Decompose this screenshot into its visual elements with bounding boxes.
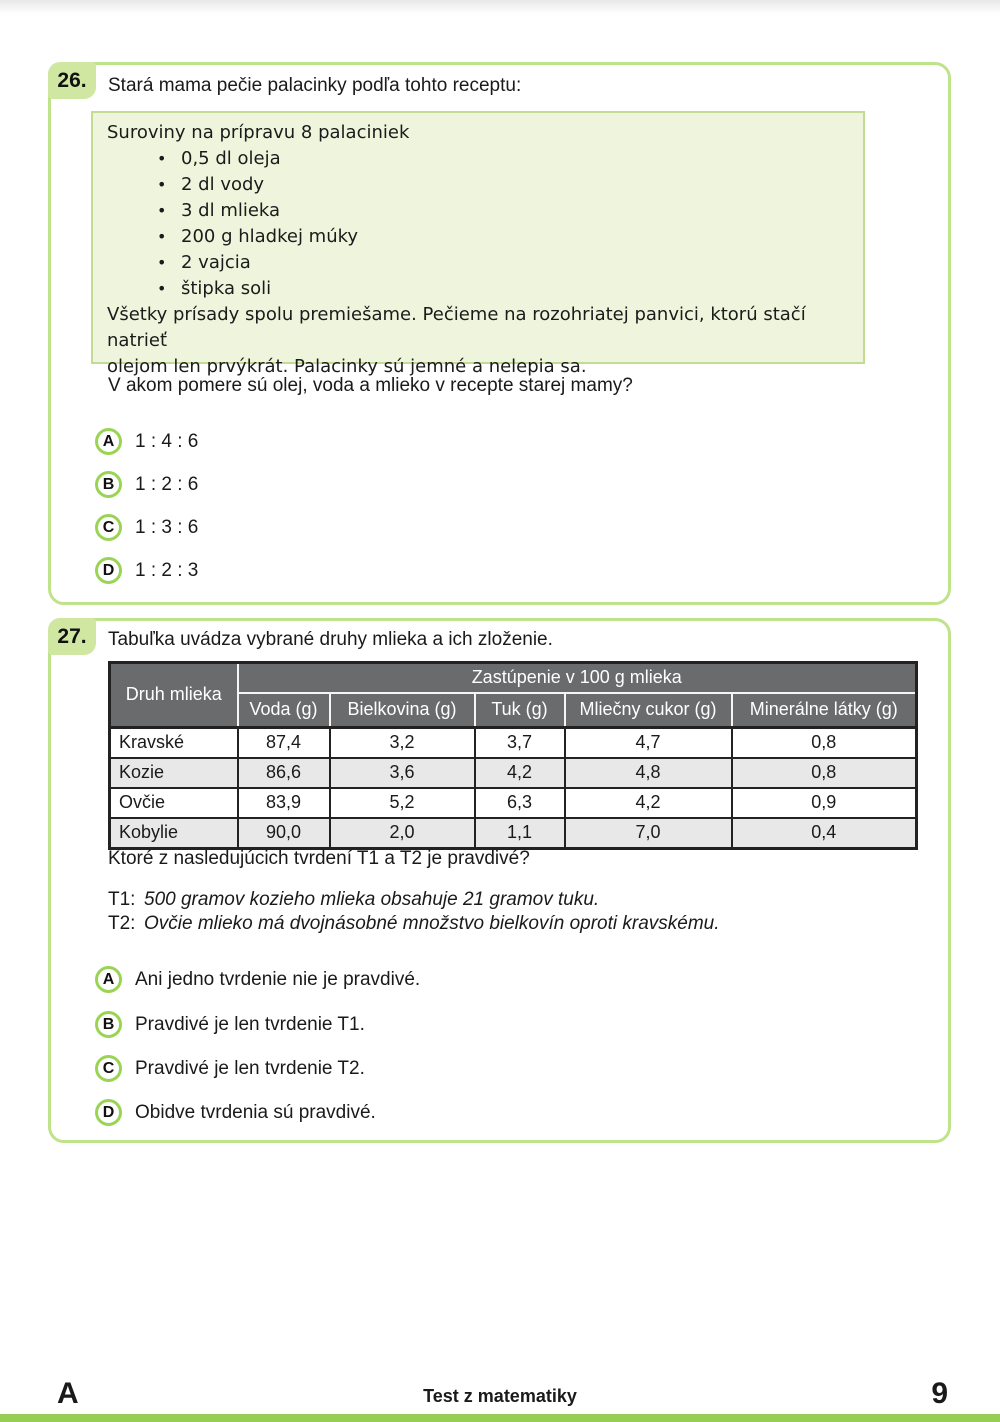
cell: 4,2 [565,788,732,818]
option-row-b [95,1011,365,1038]
column-header: Voda (g) [238,693,330,728]
cell: 0,4 [732,818,917,849]
option-circle-b: B [95,471,122,498]
bullet-icon: • [157,253,167,272]
column-header: Minerálne látky (g) [732,693,917,728]
recipe-item [107,250,849,276]
recipe-item-text: 200 g hladkej múky [181,226,359,247]
option-text: Pravdivé je len tvrdenie T2. [135,1057,365,1079]
cell-milk-type: Kravské [110,727,238,758]
cell: 4,2 [475,758,565,788]
recipe-note: olejom len prvýkrát. Palacinky sú jemné a nelepia sa. [107,356,587,377]
recipe-item-text: 0,5 dl oleja [181,148,281,169]
cell: 3,2 [330,727,475,758]
column-header: Mliečny cukor (g) [565,693,732,728]
recipe-item [107,224,849,250]
statement-t2 [108,913,720,935]
recipe-item-text: 2 vajcia [181,252,251,273]
cell: 0,8 [732,727,917,758]
page-top-shadow [0,0,1000,14]
footer-page-number: 9 [931,1377,948,1410]
cell: 3,6 [330,758,475,788]
milk-composition-table [108,661,918,850]
question-27-prompt: Tabuľka uvádza vybrané druhy mlieka a ich zloženie. [108,629,553,650]
cell: 0,9 [732,788,917,818]
table-row [110,818,917,849]
cell: 86,6 [238,758,330,788]
statement-t1-text: 500 gramov kozieho mlieka obsahuje 21 gramov tuku. [144,889,600,910]
table-span-header: Zastúpenie v 100 g mlieka [238,663,917,693]
option-row-c [95,1055,365,1082]
option-row-d [95,557,198,584]
option-text: 1 : 4 : 6 [135,430,199,452]
option-circle-d: D [95,1099,122,1126]
option-circle-a: A [95,428,122,455]
cell-milk-type: Kozie [110,758,238,788]
option-row-b [95,471,198,498]
cell: 90,0 [238,818,330,849]
column-header: Bielkovina (g) [330,693,475,728]
question-26-number: 26. [48,62,96,99]
footer-form-code: A [57,1377,79,1410]
question-27-question: Ktoré z nasledujúcich tvrdení T1 a T2 je pravdivé? [108,848,530,869]
bullet-icon: • [157,175,167,194]
recipe-item-text: 2 dl vody [181,174,265,195]
question-26-box [48,62,951,605]
table-row [110,788,917,818]
option-circle-b: B [95,1011,122,1038]
cell: 5,2 [330,788,475,818]
statement-t2-label: T2: [108,913,136,934]
cell: 83,9 [238,788,330,818]
cell: 0,8 [732,758,917,788]
option-circle-c: C [95,1055,122,1082]
recipe-card [91,111,865,377]
statement-t1-label: T1: [108,889,136,910]
cell: 7,0 [565,818,732,849]
cell-milk-type: Kobylie [110,818,238,849]
option-circle-d: D [95,557,122,584]
bullet-icon: • [157,279,167,298]
option-circle-a: A [95,966,122,993]
option-text: Obidve tvrdenia sú pravdivé. [135,1101,376,1123]
option-text: 1 : 2 : 6 [135,473,199,495]
option-text: Ani jedno tvrdenie nie je pravdivé. [135,968,421,990]
option-circle-c: C [95,514,122,541]
recipe-note: Všetky prísady spolu premiešame. Pečieme na rozohriatej panvici, ktorú stačí natrieť [107,304,806,351]
recipe-item [107,146,849,172]
cell: 1,1 [475,818,565,849]
cell: 87,4 [238,727,330,758]
option-row-a [95,966,420,993]
option-text: Pravdivé je len tvrdenie T1. [135,1013,365,1035]
bullet-icon: • [157,227,167,246]
cell: 2,0 [330,818,475,849]
recipe-title: Suroviny na prípravu 8 palaciniek [107,122,410,143]
column-header: Tuk (g) [475,693,565,728]
question-27-box [48,618,951,1143]
cell-milk-type: Ovčie [110,788,238,818]
cell: 4,8 [565,758,732,788]
recipe-item [107,198,849,224]
option-text: 1 : 3 : 6 [135,516,199,538]
option-text: 1 : 2 : 3 [135,559,199,581]
recipe-item [107,276,849,302]
option-row-d [95,1099,376,1126]
column-header: Druh mlieka [110,663,238,728]
option-row-c [95,514,198,541]
option-row-a [95,428,198,455]
recipe-item-text: 3 dl mlieka [181,200,281,221]
footer-green-bar [0,1414,1000,1422]
recipe-item-text: štipka soli [181,278,272,299]
table-row [110,727,917,758]
cell: 3,7 [475,727,565,758]
question-26-question: V akom pomere sú olej, voda a mlieko v recepte starej mamy? [108,375,633,396]
statement-t1 [108,889,599,911]
bullet-icon: • [157,201,167,220]
recipe-item [107,172,849,198]
statement-t2-text: Ovčie mlieko má dvojnásobné množstvo bielkovín oproti kravskému. [144,913,720,934]
bullet-icon: • [157,149,167,168]
cell: 4,7 [565,727,732,758]
cell: 6,3 [475,788,565,818]
question-26-prompt: Stará mama pečie palacinky podľa tohto receptu: [108,75,522,96]
question-27-number: 27. [48,618,96,655]
table-row [110,758,917,788]
footer-title: Test z matematiky [423,1386,577,1406]
